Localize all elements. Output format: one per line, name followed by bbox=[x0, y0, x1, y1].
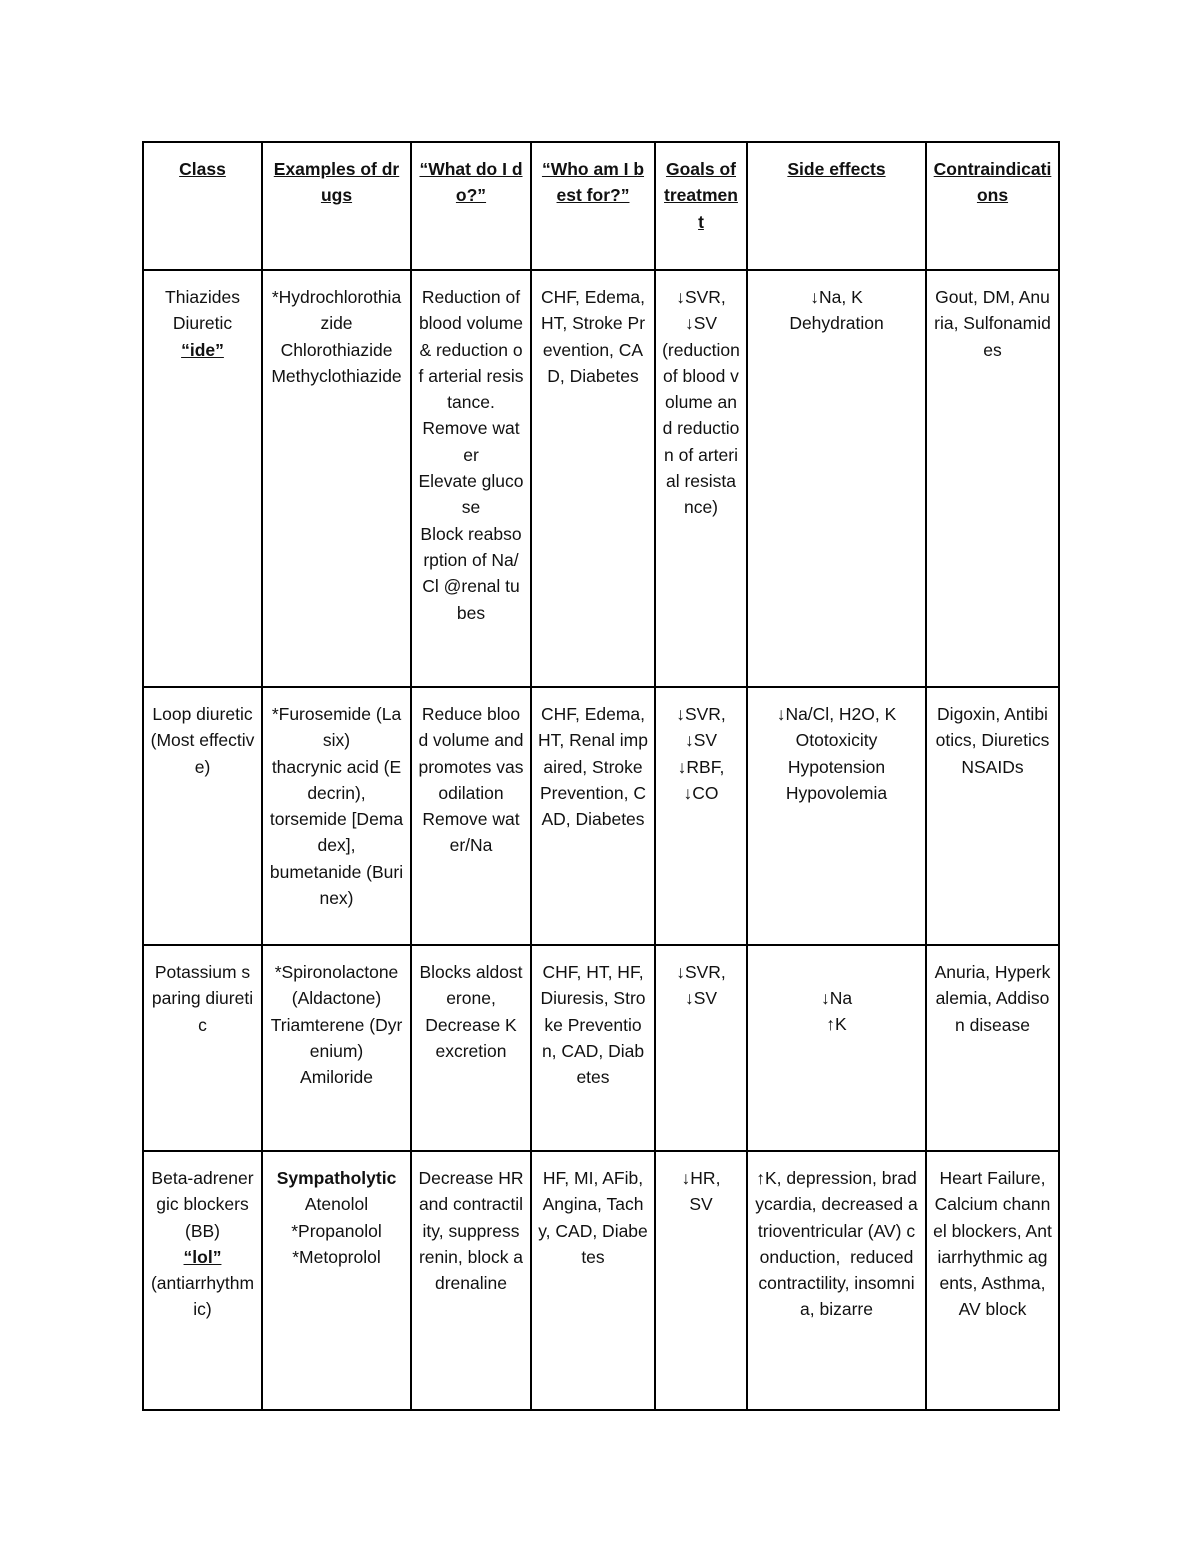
header-what: “What do I do?” bbox=[411, 142, 531, 270]
side-effect-text: ↓Na bbox=[820, 988, 853, 1008]
cell-contraindications bbox=[926, 270, 1059, 687]
cell-examples bbox=[262, 1151, 411, 1410]
cell-class bbox=[143, 687, 262, 945]
mechanism-text: Blocks aldosterone, bbox=[419, 962, 523, 1009]
goal-text: ↓SV bbox=[684, 730, 718, 751]
drug-subclass: Sympatholytic bbox=[276, 1168, 397, 1188]
cell-goals bbox=[655, 687, 747, 945]
side-effect-text: ↑K bbox=[826, 1014, 847, 1035]
mechanism-text: Reduction of blood volume & reduction of arterial resistance. bbox=[418, 287, 528, 413]
mechanism-text: Block reabsorption of Na/Cl @renal tubes bbox=[420, 523, 522, 623]
drug-example: Chlorothiazide bbox=[280, 339, 393, 360]
cell-class bbox=[143, 1151, 262, 1410]
mechanism-text: Remove water/Na bbox=[422, 809, 520, 856]
drug-example: Amiloride bbox=[300, 1067, 373, 1088]
contraindication-text: Heart Failure, Calcium channel blockers, Antiarrhythmic agents, Asthma, AV block bbox=[933, 1168, 1052, 1320]
table-row bbox=[143, 687, 1059, 945]
cell-who bbox=[531, 945, 655, 1151]
drug-example: *Furosemide (Lasix) bbox=[271, 704, 402, 751]
cell-what bbox=[411, 270, 531, 687]
side-effect-text: Hypovolemia bbox=[785, 782, 888, 803]
mechanism-text: Elevate glucose bbox=[418, 471, 524, 518]
drug-example: bumetanide (Burinex) bbox=[269, 861, 404, 909]
goal-text: ↓SVR, bbox=[676, 704, 726, 724]
contraindication-text: Anuria, Hyperkalemia, Addison disease bbox=[934, 962, 1051, 1035]
contraindication-text: Digoxin, Antibiotics, Diuretics NSAIDs bbox=[935, 704, 1055, 777]
mechanism-text: Decrease K excretion bbox=[425, 1014, 522, 1061]
indication-text: CHF, HT, HF, Diuresis, Stroke Prevention, CAD, Diabetes bbox=[540, 962, 649, 1088]
cell-side-effects bbox=[747, 270, 926, 687]
indication-text: CHF, Edema, HT, Stroke Prevention, CAD, Diabetes bbox=[540, 287, 650, 386]
cell-examples bbox=[262, 945, 411, 1151]
drug-example: *Propanolol bbox=[291, 1220, 382, 1241]
cell-contraindications bbox=[926, 945, 1059, 1151]
goal-text: ↓SVR, bbox=[676, 287, 726, 307]
side-effect-text: ↓Na, K bbox=[810, 287, 863, 307]
class-suffix: “lol” bbox=[183, 1246, 222, 1267]
table-row bbox=[143, 1151, 1059, 1410]
drug-example: *Spironolactone (Aldactone) bbox=[274, 962, 404, 1009]
side-effect-text: ↓Na/Cl, H2O, K bbox=[776, 704, 897, 724]
cell-who bbox=[531, 687, 655, 945]
mechanism-text: Reduce blood volume and promotes vasodilation bbox=[418, 704, 529, 803]
cell-class bbox=[143, 270, 262, 687]
side-effect-text: Dehydration bbox=[789, 313, 884, 334]
cell-goals bbox=[655, 945, 747, 1151]
header-examples: Examples of drugs bbox=[262, 142, 411, 270]
goal-text: ↓CO bbox=[683, 782, 719, 803]
class-name: Diuretic bbox=[172, 313, 233, 334]
drug-class-table bbox=[142, 141, 1060, 1411]
class-name: Potassium sparing diuretic bbox=[151, 962, 254, 1035]
drug-example: torsemide [Demadex], bbox=[269, 809, 404, 856]
cell-side-effects bbox=[747, 1151, 926, 1410]
header-side-effects: Side effects bbox=[747, 142, 926, 270]
cell-contraindications bbox=[926, 1151, 1059, 1410]
class-name: Loop diuretic bbox=[152, 704, 253, 724]
drug-example: thacrynic acid (Edecrin), bbox=[271, 756, 402, 803]
cell-what bbox=[411, 945, 531, 1151]
header-contraindications: Contraindications bbox=[926, 142, 1059, 270]
table-row bbox=[143, 270, 1059, 687]
side-effect-text: Hypotension bbox=[787, 756, 886, 777]
goal-text: ↓SV bbox=[684, 988, 718, 1009]
side-effect-text: ↑K, depression, bradycardia, decreased atrioventricular (AV) conduction, reduced contractility, insomnia, bizarre bbox=[755, 1168, 919, 1320]
goal-text: (reduction of blood volume and reduction of arterial resistance) bbox=[662, 339, 745, 518]
goal-text: ↓RBF, bbox=[677, 756, 725, 777]
side-effect-text: Ototoxicity bbox=[795, 730, 878, 751]
indication-text: HF, MI, AFib, Angina, Tachy, CAD, Diabetes bbox=[538, 1168, 648, 1267]
cell-examples bbox=[262, 270, 411, 687]
drug-example: Methyclothiazide bbox=[271, 365, 402, 386]
indication-text: CHF, Edema, HT, Renal impaired, Stroke Prevention, CAD, Diabetes bbox=[538, 704, 650, 830]
cell-what bbox=[411, 687, 531, 945]
header-row bbox=[143, 142, 1059, 270]
header-class: Class bbox=[143, 142, 262, 270]
drug-example: *Metoprolol bbox=[292, 1246, 381, 1267]
goal-text: ↓SV bbox=[684, 313, 718, 334]
mechanism-text: Decrease HR and contractility, suppress renin, block adrenaline bbox=[418, 1168, 529, 1294]
header-who: “Who am I best for?” bbox=[531, 142, 655, 270]
mechanism-text: Remove water bbox=[422, 418, 520, 465]
cell-who bbox=[531, 270, 655, 687]
cell-who bbox=[531, 1151, 655, 1410]
cell-goals bbox=[655, 1151, 747, 1410]
cell-goals bbox=[655, 270, 747, 687]
drug-example: *Hydrochlorothiazide bbox=[271, 287, 402, 334]
cell-class bbox=[143, 945, 262, 1151]
class-name: (Most effective) bbox=[150, 730, 255, 777]
cell-examples bbox=[262, 687, 411, 945]
cell-contraindications bbox=[926, 687, 1059, 945]
cell-side-effects bbox=[747, 687, 926, 945]
class-name: Beta-adrenergic blockers (BB) bbox=[151, 1168, 254, 1241]
class-name: (antiarrhythmic) bbox=[150, 1273, 255, 1320]
class-suffix: “ide” bbox=[181, 339, 224, 360]
goal-text: ↓SVR, bbox=[676, 962, 726, 982]
cell-side-effects bbox=[747, 945, 926, 1151]
table-row bbox=[143, 945, 1059, 1151]
header-goals: Goals of treatment bbox=[655, 142, 747, 270]
contraindication-text: Gout, DM, Anuria, Sulfonamides bbox=[934, 287, 1051, 360]
drug-example: Triamterene (Dyrenium) bbox=[270, 1014, 403, 1061]
drug-example: Atenolol bbox=[304, 1194, 369, 1215]
class-name: Thiazides bbox=[165, 287, 240, 307]
goal-text: ↓HR, bbox=[681, 1168, 721, 1188]
goal-text: SV bbox=[689, 1194, 713, 1215]
cell-what bbox=[411, 1151, 531, 1410]
